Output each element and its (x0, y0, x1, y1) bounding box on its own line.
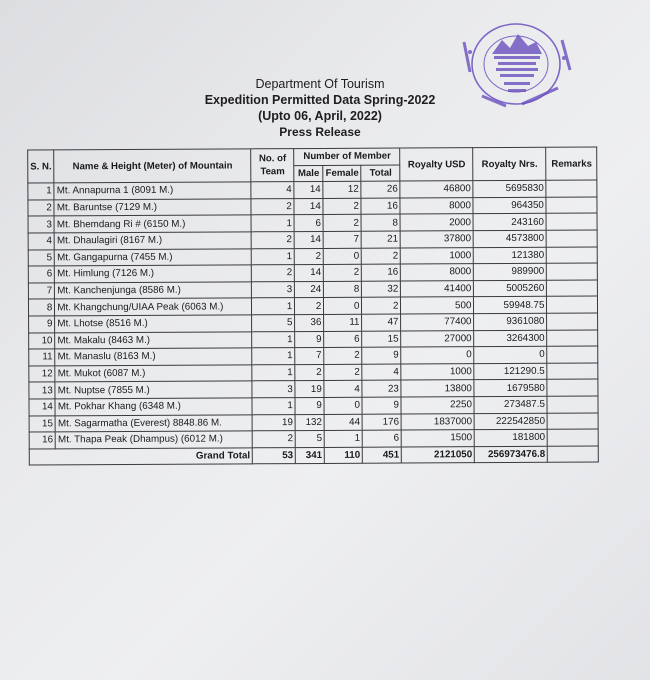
row-male-count: 36 (295, 314, 324, 331)
row-royalty-usd: 1000 (401, 247, 474, 264)
grand-total-total: 451 (363, 447, 402, 464)
row-royalty-nrs: 5695830 (473, 180, 546, 197)
row-female-count: 0 (324, 298, 362, 315)
row-mountain-name: Mt. Kanchenjunga (8586 M.) (55, 282, 252, 300)
row-royalty-nrs: 121380 (474, 247, 547, 264)
header-female: Female (323, 165, 361, 182)
row-mountain-name: Mt. Bhemdang Ri # (6150 M.) (54, 215, 251, 233)
row-remarks (546, 213, 597, 230)
row-male-count: 2 (295, 364, 324, 381)
header-team: No. of Team (251, 149, 294, 182)
row-remarks (547, 346, 598, 363)
row-royalty-usd: 500 (401, 297, 474, 314)
row-team-count: 1 (251, 215, 294, 232)
row-mountain-name: Mt. Makalu (8463 M.) (55, 331, 252, 349)
row-royalty-nrs: 222542850 (474, 413, 547, 430)
row-royalty-nrs: 273487.5 (474, 396, 547, 413)
row-total-members: 26 (361, 181, 400, 198)
row-female-count: 8 (324, 281, 362, 298)
row-royalty-usd: 41400 (401, 280, 474, 297)
row-team-count: 2 (251, 198, 294, 215)
row-team-count: 19 (252, 414, 295, 431)
row-male-count: 6 (294, 215, 323, 232)
department-name: Department Of Tourism (255, 77, 385, 91)
row-royalty-nrs: 0 (474, 346, 547, 363)
grand-total-nrs: 256973476.8 (475, 446, 548, 463)
row-total-members: 21 (362, 231, 401, 248)
row-female-count: 44 (324, 414, 362, 431)
row-female-count: 2 (323, 198, 361, 215)
row-royalty-nrs: 4573800 (474, 230, 547, 247)
row-remarks (547, 396, 598, 413)
row-mountain-name: Mt. Thapa Peak (Dhampus) (6012 M.) (55, 431, 252, 449)
row-female-count: 6 (324, 331, 362, 348)
row-team-count: 1 (252, 298, 295, 315)
row-mountain-name: Mt. Himlung (7126 M.) (55, 265, 252, 283)
document-title: Expedition Permitted Data Spring-2022 (204, 93, 436, 107)
row-female-count: 0 (324, 397, 362, 414)
row-male-count: 24 (295, 281, 324, 298)
row-sn: 3 (28, 216, 54, 233)
row-male-count: 19 (295, 381, 324, 398)
document-header (150, 76, 490, 140)
row-royalty-usd: 2000 (400, 214, 473, 231)
row-sn: 4 (28, 233, 54, 250)
row-male-count: 2 (295, 248, 324, 265)
row-royalty-nrs: 989900 (474, 263, 547, 280)
row-royalty-usd: 8000 (400, 197, 473, 214)
date-range: (Upto 06, April, 2022) (258, 109, 382, 123)
row-mountain-name: Mt. Lhotse (8516 M.) (55, 315, 252, 333)
row-total-members: 6 (363, 430, 402, 447)
row-total-members: 16 (361, 198, 400, 215)
header-remarks: Remarks (546, 147, 597, 180)
row-female-count: 11 (324, 314, 362, 331)
row-sn: 2 (28, 200, 54, 217)
row-sn: 11 (29, 349, 55, 366)
row-female-count: 1 (324, 430, 362, 447)
row-total-members: 32 (362, 281, 401, 298)
row-royalty-usd: 13800 (401, 380, 474, 397)
row-mountain-name: Mt. Gangapurna (7455 M.) (55, 248, 252, 266)
row-sn: 8 (28, 299, 54, 316)
header-royalty-usd: Royalty USD (400, 148, 473, 182)
row-female-count: 2 (324, 347, 362, 364)
row-royalty-usd: 46800 (400, 181, 473, 198)
row-total-members: 2 (362, 248, 401, 265)
row-female-count: 0 (324, 248, 362, 265)
row-team-count: 1 (252, 364, 295, 381)
row-remarks (547, 263, 598, 280)
header-sn: S. N. (28, 150, 55, 183)
row-total-members: 9 (362, 347, 401, 364)
row-total-members: 47 (362, 314, 401, 331)
row-sn: 10 (29, 332, 55, 349)
row-remarks (546, 197, 597, 214)
header-royalty-nrs: Royalty Nrs. (473, 147, 546, 181)
row-royalty-nrs: 59948.75 (474, 297, 547, 314)
grand-total-female: 110 (325, 447, 363, 464)
row-remarks (547, 413, 598, 430)
row-royalty-nrs: 181800 (475, 429, 548, 446)
row-remarks (547, 296, 598, 313)
row-sn: 16 (29, 432, 55, 449)
row-mountain-name: Mt. Sagarmatha (Everest) 8848.86 M. (55, 414, 252, 432)
row-sn: 15 (29, 415, 55, 432)
header-total: Total (361, 165, 400, 182)
row-royalty-usd: 0 (401, 347, 474, 364)
row-male-count: 9 (295, 331, 324, 348)
row-team-count: 2 (252, 265, 295, 282)
row-remarks (548, 429, 599, 446)
row-total-members: 16 (362, 264, 401, 281)
expedition-data-table (27, 147, 599, 466)
row-male-count: 132 (295, 414, 324, 431)
row-royalty-nrs: 9361080 (474, 313, 547, 330)
row-remarks (547, 247, 598, 264)
row-sn: 5 (28, 249, 54, 266)
row-total-members: 4 (362, 364, 401, 381)
row-mountain-name: Mt. Khangchung/UIAA Peak (6063 M.) (55, 298, 252, 316)
row-mountain-name: Mt. Mukot (6087 M.) (55, 365, 252, 383)
table-header-row (28, 147, 597, 167)
row-male-count: 14 (295, 265, 324, 282)
header-male: Male (294, 165, 323, 182)
row-royalty-usd: 1000 (401, 363, 474, 380)
row-male-count: 2 (295, 298, 324, 315)
row-team-count: 2 (252, 431, 295, 448)
grand-total-team: 53 (253, 447, 296, 464)
row-remarks (547, 313, 598, 330)
row-royalty-usd: 8000 (401, 264, 474, 281)
row-mountain-name: Mt. Manaslu (8163 M.) (55, 348, 252, 366)
row-total-members: 176 (362, 414, 401, 431)
row-mountain-name: Mt. Annapurna 1 (8091 M.) (54, 182, 251, 200)
row-royalty-nrs: 964350 (473, 197, 546, 214)
row-female-count: 2 (323, 215, 361, 232)
row-team-count: 1 (252, 331, 295, 348)
row-royalty-usd: 37800 (401, 231, 474, 248)
row-team-count: 3 (252, 381, 295, 398)
row-sn: 13 (29, 382, 55, 399)
header-members-group: Number of Member (294, 148, 400, 165)
row-mountain-name: Mt. Pokhar Khang (6348 M.) (55, 398, 252, 416)
row-total-members: 8 (361, 214, 400, 231)
grand-total-remarks (548, 446, 599, 463)
row-mountain-name: Mt. Baruntse (7129 M.) (54, 199, 251, 217)
row-male-count: 5 (295, 431, 324, 448)
row-royalty-nrs: 5005260 (474, 280, 547, 297)
row-remarks (547, 280, 598, 297)
row-team-count: 3 (252, 281, 295, 298)
row-royalty-usd: 2250 (401, 397, 474, 414)
row-female-count: 2 (324, 364, 362, 381)
row-total-members: 9 (362, 397, 401, 414)
row-remarks (547, 363, 598, 380)
row-total-members: 2 (362, 297, 401, 314)
row-sn: 7 (28, 283, 54, 300)
grand-total-male: 341 (296, 447, 325, 464)
row-sn: 6 (28, 266, 54, 283)
row-remarks (546, 180, 597, 197)
row-sn: 14 (29, 399, 55, 416)
row-team-count: 4 (251, 182, 294, 199)
grand-total-row (29, 446, 598, 466)
row-royalty-usd: 1500 (402, 430, 475, 447)
row-sn: 1 (28, 183, 54, 200)
row-royalty-nrs: 1679580 (474, 380, 547, 397)
header-name: Name & Height (Meter) of Mountain (54, 149, 251, 183)
row-mountain-name: Mt. Nuptse (7855 M.) (55, 381, 252, 399)
grand-total-usd: 2121050 (402, 446, 475, 463)
press-release-label: Press Release (279, 125, 361, 139)
table-body (28, 180, 599, 448)
row-team-count: 1 (252, 248, 295, 265)
row-female-count: 12 (323, 181, 361, 198)
row-female-count: 2 (324, 264, 362, 281)
row-male-count: 14 (294, 198, 323, 215)
row-male-count: 7 (295, 348, 324, 365)
row-total-members: 15 (362, 331, 401, 348)
row-total-members: 23 (362, 380, 401, 397)
row-female-count: 4 (324, 381, 362, 398)
row-team-count: 1 (252, 398, 295, 415)
row-royalty-usd: 77400 (401, 314, 474, 331)
row-royalty-usd: 1837000 (401, 413, 474, 430)
row-remarks (547, 330, 598, 347)
row-royalty-nrs: 243160 (473, 214, 546, 231)
row-mountain-name: Mt. Dhaulagiri (8167 M.) (54, 232, 251, 250)
row-team-count: 5 (252, 315, 295, 332)
row-royalty-nrs: 121290.5 (474, 363, 547, 380)
row-female-count: 7 (323, 231, 361, 248)
row-royalty-usd: 27000 (401, 330, 474, 347)
row-royalty-nrs: 3264300 (474, 330, 547, 347)
row-sn: 12 (29, 366, 55, 383)
row-sn: 9 (29, 316, 55, 333)
row-team-count: 2 (251, 232, 294, 249)
row-male-count: 9 (295, 397, 324, 414)
row-remarks (547, 230, 598, 247)
row-male-count: 14 (294, 231, 323, 248)
row-remarks (547, 379, 598, 396)
grand-total-label: Grand Total (29, 448, 252, 466)
row-team-count: 1 (252, 348, 295, 365)
row-male-count: 14 (294, 182, 323, 199)
